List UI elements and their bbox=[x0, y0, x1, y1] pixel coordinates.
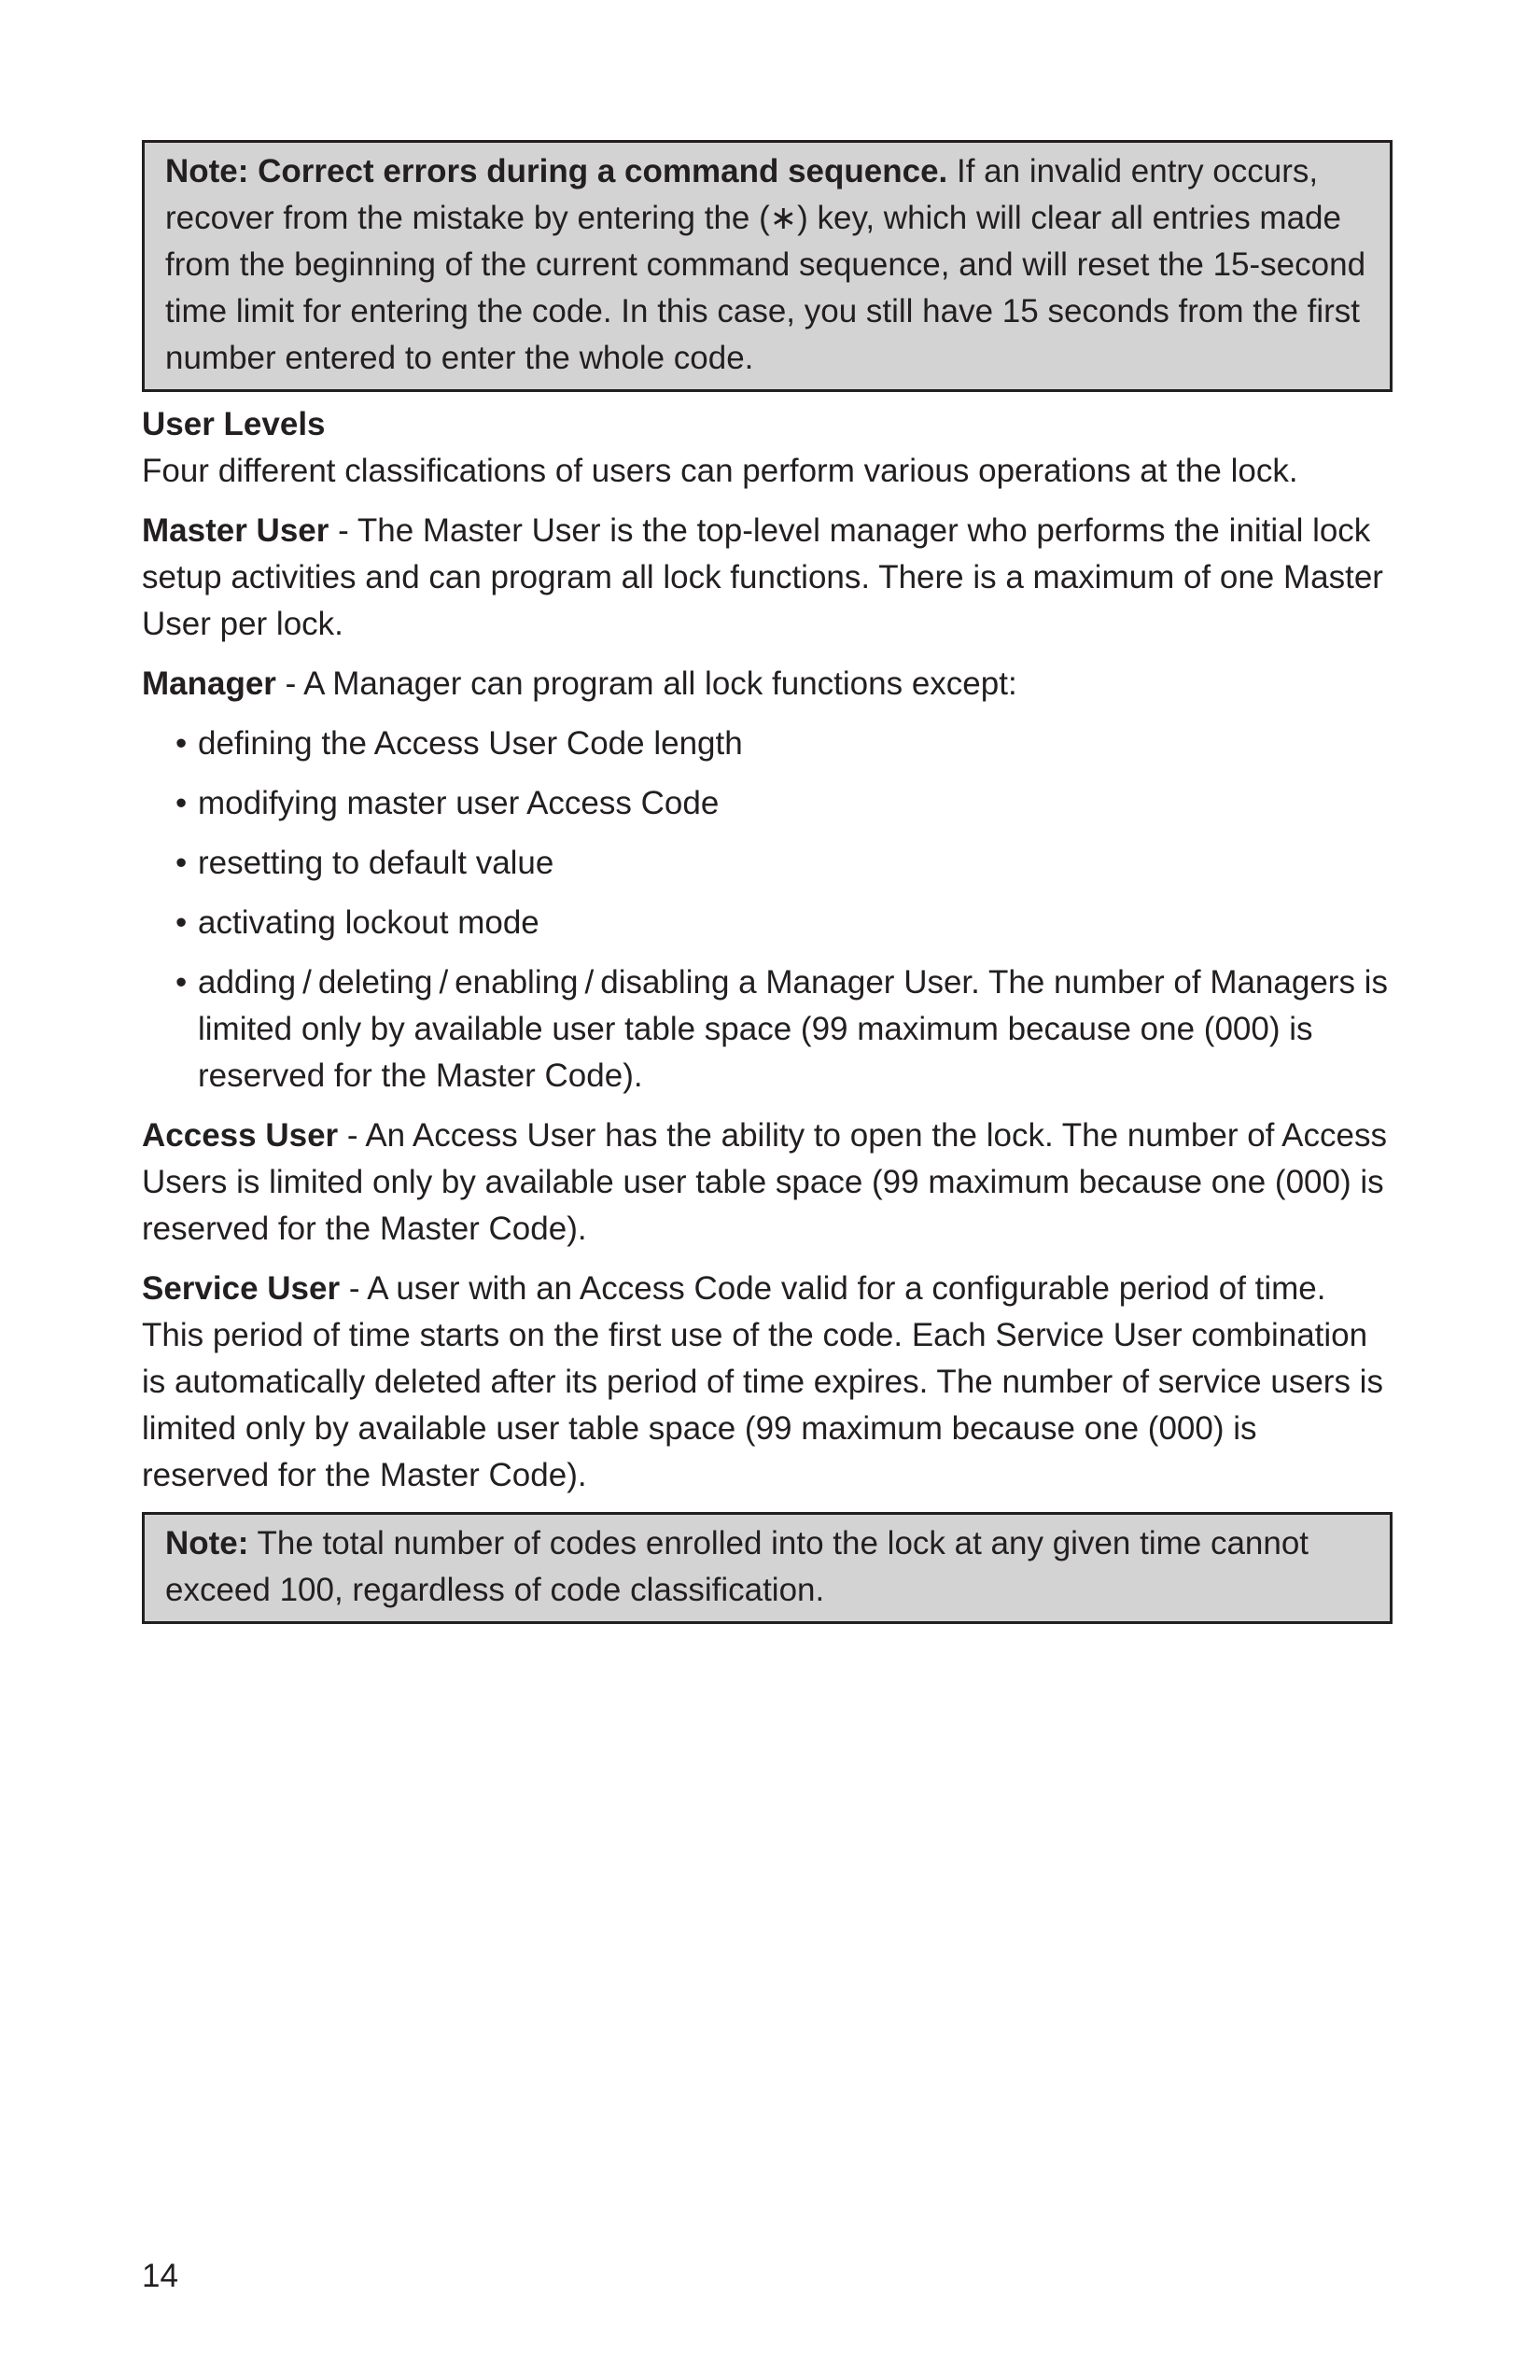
section-heading-user-levels: User Levels bbox=[142, 406, 326, 442]
list-item bbox=[142, 780, 1393, 827]
bullet-icon: • bbox=[175, 845, 188, 881]
note-label: Note: bbox=[165, 1525, 249, 1561]
user-levels-intro: Four different classifications of users can perform various operations at the lock. bbox=[142, 453, 1298, 489]
service-user-term: Service User bbox=[142, 1270, 341, 1307]
master-user-paragraph bbox=[142, 508, 1393, 648]
access-user-term: Access User bbox=[142, 1117, 339, 1154]
service-user-text: - A user with an Access Code valid for a configurable period of time. This period of time starts on the first use of the code. Each Service User combination is automatically deleted after its period of time expires. The number of service users is limited only by available user table space (99 maximum because one (000) is reserved for the Master Code). bbox=[142, 1270, 1383, 1493]
page-content bbox=[142, 140, 1393, 1624]
note-box-code-limit bbox=[142, 1512, 1393, 1624]
master-user-term: Master User bbox=[142, 512, 329, 549]
master-user-text: - The Master User is the top-level manager who performs the initial lock setup activities and can program all lock functions. There is a maximum of one Master User per lock. bbox=[142, 512, 1383, 642]
list-item bbox=[142, 840, 1393, 887]
manager-paragraph bbox=[142, 661, 1393, 707]
list-item-text: activating lockout mode bbox=[198, 904, 539, 941]
manager-exceptions-list bbox=[142, 721, 1393, 1099]
list-item-text: defining the Access User Code length bbox=[198, 725, 743, 762]
list-item-text: resetting to default value bbox=[198, 845, 554, 881]
manager-term: Manager bbox=[142, 665, 276, 702]
list-item bbox=[142, 959, 1393, 1099]
note-text: The total number of codes enrolled into the lock at any given time cannot exceed 100, regardless of code classification. bbox=[165, 1525, 1309, 1608]
page-number: 14 bbox=[142, 2258, 178, 2294]
note-text: If an invalid entry occurs, recover from the mistake by entering the (∗) key, which will clear all entries made from the beginning of the current command sequence, and will reset the 15-second time limit for entering the code. In this case, you still have 15 seconds from the first number entered to enter the whole code. bbox=[165, 153, 1366, 376]
access-user-text: - An Access User has the ability to open the lock. The number of Access Users is limited only by available user table space (99 maximum because one (000) is reserved for the Master Code). bbox=[142, 1117, 1387, 1247]
note-label: Note: Correct errors during a command sequence. bbox=[165, 153, 948, 189]
bullet-icon: • bbox=[175, 725, 188, 762]
service-user-paragraph bbox=[142, 1266, 1393, 1499]
access-user-paragraph bbox=[142, 1113, 1393, 1253]
list-item-text: modifying master user Access Code bbox=[198, 785, 720, 821]
bullet-icon: • bbox=[175, 785, 188, 821]
list-item bbox=[142, 900, 1393, 946]
manager-text: - A Manager can program all lock functions except: bbox=[275, 665, 1017, 702]
note-box-command-errors bbox=[142, 140, 1393, 392]
bullet-icon: • bbox=[175, 904, 188, 941]
list-item-text: adding / deleting / enabling / disabling a Manager User. The number of Managers is limited only by available user table space (99 maximum because one (000) is reserved for the Master Code). bbox=[198, 964, 1388, 1094]
bullet-icon: • bbox=[175, 964, 188, 1001]
list-item bbox=[142, 721, 1393, 767]
